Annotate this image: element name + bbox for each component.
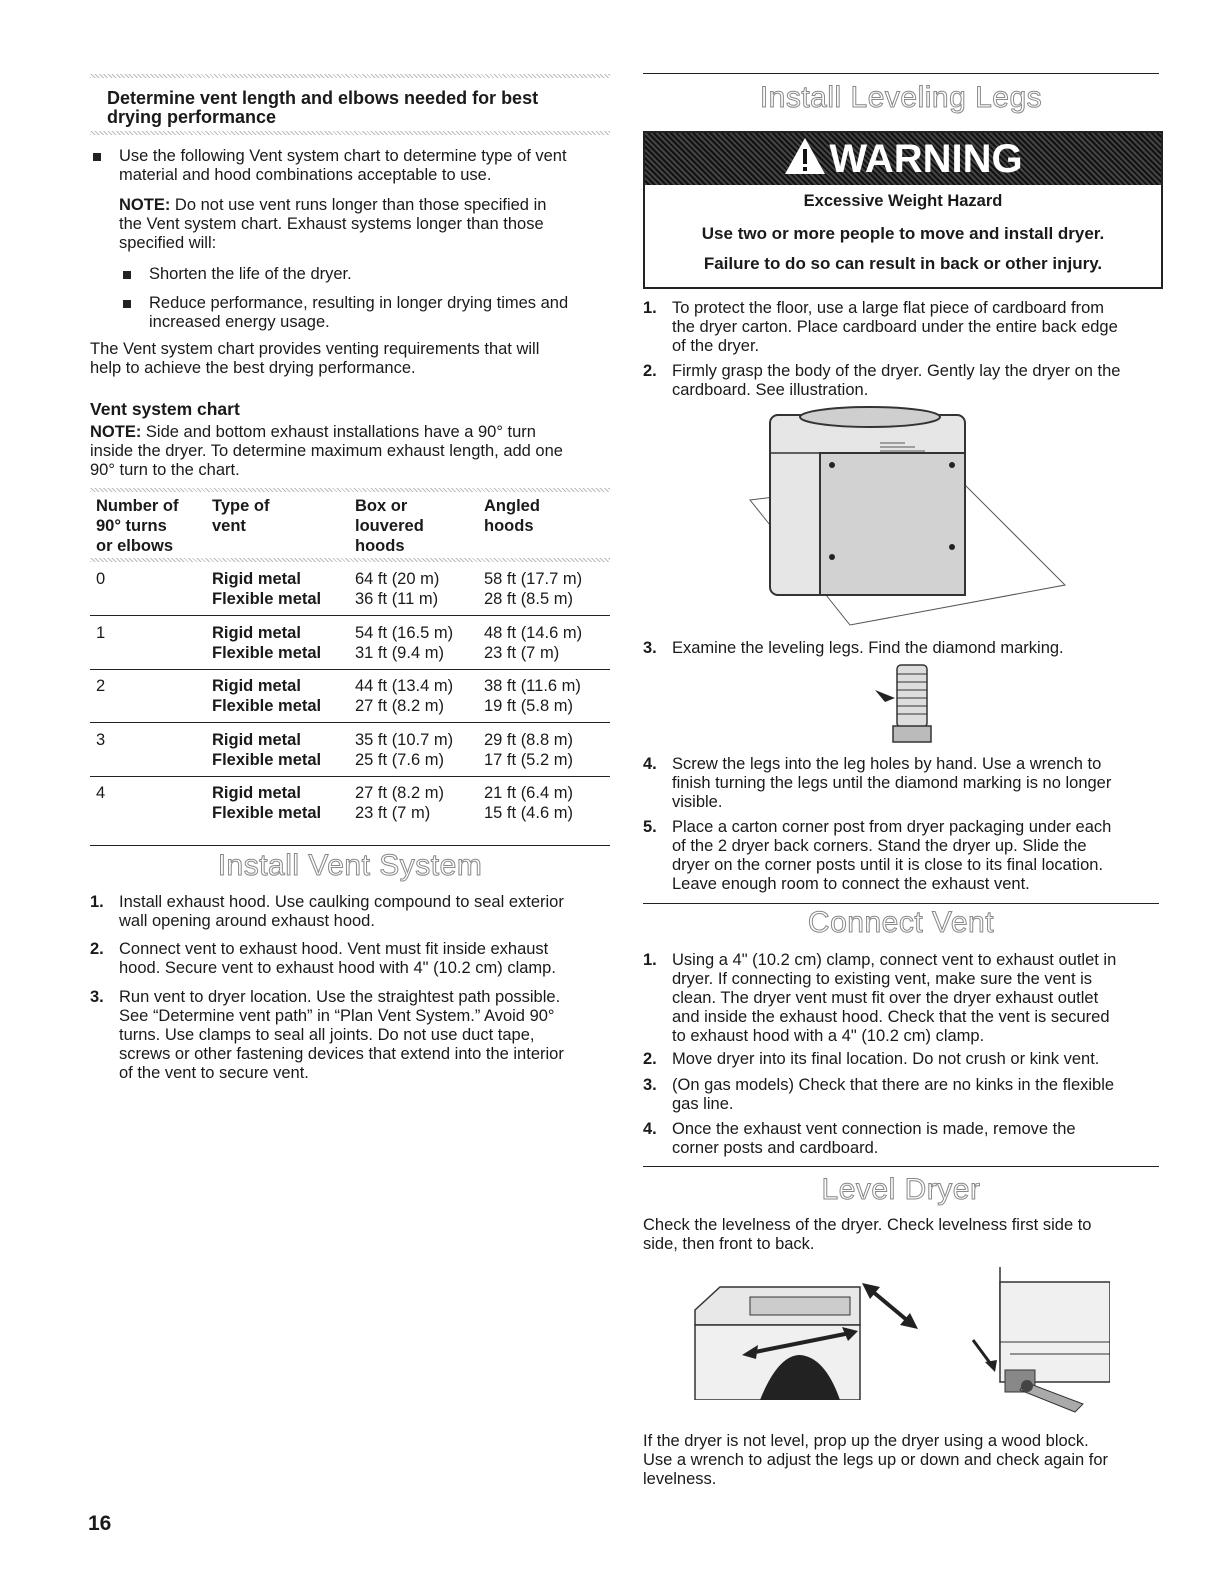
turns-cell: 3: [96, 731, 106, 749]
header-line: hoods: [484, 517, 534, 535]
box-hood-length-cell: 25 ft (7.6 m): [355, 751, 444, 769]
step-text: [119, 893, 564, 931]
vent-type-cell: Rigid metal: [212, 570, 301, 588]
table-header-rule: [90, 558, 610, 562]
table-row-divider: [90, 776, 610, 777]
table-row-divider: [90, 722, 610, 723]
top-rule-left: [90, 74, 610, 78]
vent-type-cell: Rigid metal: [212, 784, 301, 802]
header-line: Number of: [96, 497, 179, 515]
heading-line-1: Determine vent length and elbows needed for best: [107, 88, 539, 108]
text-line: (On gas models) Check that there are no kinks in the flexible: [672, 1076, 1115, 1094]
header-line: vent: [212, 517, 246, 535]
warning-word: WARNING: [829, 137, 1023, 181]
vent-type-cell: Rigid metal: [212, 731, 301, 749]
text-line: of the 2 dryer back corners. Stand the dryer up. Slide the: [672, 837, 1087, 855]
text-line: The Vent system chart provides venting requirements that will: [90, 340, 540, 358]
text-line: Leave enough room to connect the exhaust vent.: [672, 875, 1030, 893]
table-header-angled-hoods: [484, 496, 540, 536]
bullet-icon: [123, 300, 131, 308]
text-line: Screw the legs into the leg holes by hand. Use a wrench to: [672, 755, 1102, 773]
text-line: Install exhaust hood. Use caulking compound to seal exterior: [119, 893, 564, 911]
text-line: Side and bottom exhaust installations have a 90° turn: [141, 423, 536, 441]
warning-box: [643, 131, 1163, 289]
note-label: NOTE:: [119, 196, 171, 214]
warning-header: [645, 133, 1161, 185]
text-line: inside the dryer. To determine maximum exhaust length, add one: [90, 442, 563, 460]
header-line: hoods: [355, 537, 405, 555]
step-number: 2.: [643, 362, 657, 380]
table-row-divider: [90, 615, 610, 616]
bullet-icon: [123, 271, 131, 279]
side-to-side-level-illustration: [690, 1265, 930, 1400]
chart-title: Vent system chart: [90, 399, 240, 419]
vent-type-cell: Flexible metal: [212, 751, 322, 769]
text-line: gas line.: [672, 1095, 734, 1113]
table-header-box-hoods: [355, 496, 424, 556]
step-number: 2.: [90, 940, 104, 958]
table-header-vent-type: [212, 496, 269, 536]
angled-hood-length-cell: 48 ft (14.6 m): [484, 624, 583, 642]
text-line: and inside the exhaust hood. Check that the vent is secured: [672, 1008, 1110, 1026]
text-line: Connect vent to exhaust hood. Vent must fit inside exhaust: [119, 940, 549, 958]
header-line: Box or: [355, 497, 408, 515]
level-final-paragraph: [643, 1432, 1108, 1489]
text-line: levelness.: [643, 1470, 717, 1488]
connect-vent-title: Connect Vent: [807, 906, 995, 939]
text-line: turns. Use clamps to seal all joints. Do not use duct tape,: [119, 1026, 535, 1044]
heading-rule: [90, 131, 610, 135]
step-number: 3.: [643, 1076, 657, 1094]
text-line: Using a 4" (10.2 cm) clamp, connect vent to exhaust outlet in: [672, 951, 1117, 969]
vent-type-cell: Flexible metal: [212, 644, 322, 662]
step-text: [672, 951, 1116, 1046]
step-number: 1.: [643, 299, 657, 317]
page-number: 16: [88, 1512, 112, 1535]
text-line: Reduce performance, resulting in longer drying times and: [149, 294, 569, 312]
install-vent-title: Install Vent System: [217, 849, 483, 882]
step-number: 4.: [643, 755, 657, 773]
vent-type-cell: Rigid metal: [212, 624, 301, 642]
note-label: NOTE:: [90, 423, 142, 441]
table-row-divider: [90, 669, 610, 670]
level-dryer-title: Level Dryer: [821, 1173, 981, 1206]
step-text: [672, 755, 1111, 812]
text-line: To protect the floor, use a large flat piece of cardboard from: [672, 299, 1104, 317]
step-text: [672, 1076, 1114, 1114]
front-to-back-level-illustration: [965, 1262, 1110, 1422]
header-line: 90° turns: [96, 517, 167, 535]
bullet-paragraph-1: [119, 147, 567, 185]
step-number: 1.: [643, 951, 657, 969]
note-paragraph: [119, 196, 546, 253]
sub-bullet-1: Shorten the life of the dryer.: [149, 265, 352, 283]
step-number: 1.: [90, 893, 104, 911]
dryer-on-cardboard-illustration: [740, 405, 1070, 635]
text-line: Place a carton corner post from dryer packaging under each: [672, 818, 1112, 836]
text-line: cardboard. See illustration.: [672, 381, 869, 399]
chart-intro-paragraph: [90, 340, 539, 378]
text-line: dryer on the corner posts until it is close to its final location.: [672, 856, 1104, 874]
angled-hood-length-cell: 58 ft (17.7 m): [484, 570, 583, 588]
section-rule: [90, 845, 610, 846]
text-line: corner posts and cardboard.: [672, 1139, 879, 1157]
step-number: 3.: [643, 639, 657, 657]
box-hood-length-cell: 35 ft (10.7 m): [355, 731, 454, 749]
angled-hood-length-cell: 29 ft (8.8 m): [484, 731, 573, 749]
turns-cell: 4: [96, 784, 106, 802]
section-rule: [643, 73, 1159, 74]
step-text: [672, 818, 1111, 894]
text-line: the Vent system chart. Exhaust systems longer than those: [119, 215, 544, 233]
text-line: If the dryer is not level, prop up the dryer using a wood block.: [643, 1432, 1089, 1450]
text-line: wall opening around exhaust hood.: [119, 912, 375, 930]
sub-bullet-2: [149, 294, 568, 332]
section-heading: [107, 89, 538, 127]
header-line: or elbows: [96, 537, 174, 555]
section-rule: [643, 1166, 1159, 1167]
header-line: Type of: [212, 497, 270, 515]
warning-triangle-icon: [783, 136, 827, 176]
step-text: [672, 1050, 1099, 1069]
text-line: Check the levelness of the dryer. Check levelness first side to: [643, 1216, 1092, 1234]
text-line: dryer. If connecting to existing vent, make sure the vent is: [672, 970, 1093, 988]
vent-type-cell: Flexible metal: [212, 590, 322, 608]
text-line: increased energy usage.: [149, 313, 330, 331]
warning-line-1: Use two or more people to move and install dryer.: [701, 224, 1105, 243]
angled-hood-length-cell: 23 ft (7 m): [484, 644, 560, 662]
install-legs-title: Install Leveling Legs: [759, 81, 1043, 114]
warning-hazard: Excessive Weight Hazard: [803, 192, 1003, 210]
text-line: material and hood combinations acceptable to use.: [119, 166, 492, 184]
text-line: Run vent to dryer location. Use the straightest path possible.: [119, 988, 561, 1006]
text-line: to exhaust hood with a 4" (10.2 cm) clamp.: [672, 1027, 985, 1045]
box-hood-length-cell: 36 ft (11 m): [355, 590, 439, 608]
angled-hood-length-cell: 19 ft (5.8 m): [484, 697, 573, 715]
text-line: specified will:: [119, 234, 217, 252]
leveling-leg-illustration: [873, 660, 933, 750]
text-line: Firmly grasp the body of the dryer. Gently lay the dryer on the: [672, 362, 1121, 380]
box-hood-length-cell: 64 ft (20 m): [355, 570, 440, 588]
text-line: See “Determine vent path” in “Plan Vent System.” Avoid 90°: [119, 1007, 555, 1025]
turns-cell: 1: [96, 624, 106, 642]
step-text: [672, 639, 1064, 658]
warning-line-2: Failure to do so can result in back or other injury.: [703, 254, 1103, 273]
text-line: screws or other fastening devices that extend into the interior: [119, 1045, 564, 1063]
heading-line-2: drying performance: [107, 107, 277, 127]
box-hood-length-cell: 23 ft (7 m): [355, 804, 431, 822]
table-header-turns: [96, 496, 179, 556]
table-top-rule: [90, 488, 610, 492]
text-line: visible.: [672, 793, 723, 811]
text-line: finish turning the legs until the diamond marking is no longer: [672, 774, 1112, 792]
text-line: side, then front to back.: [643, 1235, 815, 1253]
step-text: [672, 299, 1118, 356]
vent-type-cell: Rigid metal: [212, 677, 301, 695]
vent-type-cell: Flexible metal: [212, 697, 322, 715]
text-line: Do not use vent runs longer than those specified in: [170, 196, 547, 214]
angled-hood-length-cell: 38 ft (11.6 m): [484, 677, 581, 695]
box-hood-length-cell: 31 ft (9.4 m): [355, 644, 444, 662]
step-text: [119, 988, 564, 1083]
angled-hood-length-cell: 17 ft (5.2 m): [484, 751, 573, 769]
angled-hood-length-cell: 21 ft (6.4 m): [484, 784, 573, 802]
header-line: Angled: [484, 497, 540, 515]
text-line: Examine the leveling legs. Find the diamond marking.: [672, 639, 1064, 657]
box-hood-length-cell: 27 ft (8.2 m): [355, 697, 444, 715]
turns-cell: 0: [96, 570, 106, 588]
vent-type-cell: Flexible metal: [212, 804, 322, 822]
bullet-icon: [93, 153, 101, 161]
turns-cell: 2: [96, 677, 106, 695]
text-line: the dryer carton. Place cardboard under the entire back edge: [672, 318, 1118, 336]
text-line: Once the exhaust vent connection is made, remove the: [672, 1120, 1076, 1138]
step-number: 4.: [643, 1120, 657, 1138]
text-line: of the vent to secure vent.: [119, 1064, 309, 1082]
text-line: 90° turn to the chart.: [90, 461, 240, 479]
text-line: clean. The dryer vent must fit over the dryer exhaust outlet: [672, 989, 1099, 1007]
step-number: 2.: [643, 1050, 657, 1068]
text-line: Move dryer into its final location. Do not crush or kink vent.: [672, 1050, 1100, 1068]
step-number: 3.: [90, 988, 104, 1006]
step-text: [672, 362, 1120, 400]
text-line: of the dryer.: [672, 337, 760, 355]
chart-note: [90, 423, 563, 480]
step-text: [119, 940, 556, 978]
angled-hood-length-cell: 28 ft (8.5 m): [484, 590, 573, 608]
text-line: Use the following Vent system chart to determine type of vent: [119, 147, 567, 165]
step-number: 5.: [643, 818, 657, 836]
text-line: Use a wrench to adjust the legs up or down and check again for: [643, 1451, 1109, 1469]
step-text: [672, 1120, 1076, 1158]
box-hood-length-cell: 44 ft (13.4 m): [355, 677, 454, 695]
angled-hood-length-cell: 15 ft (4.6 m): [484, 804, 573, 822]
section-rule: [643, 903, 1159, 904]
box-hood-length-cell: 54 ft (16.5 m): [355, 624, 454, 642]
header-line: louvered: [355, 517, 424, 535]
text-line: help to achieve the best drying performance.: [90, 359, 416, 377]
text-line: hood. Secure vent to exhaust hood with 4" (10.2 cm) clamp.: [119, 959, 556, 977]
box-hood-length-cell: 27 ft (8.2 m): [355, 784, 444, 802]
level-intro-paragraph: [643, 1216, 1091, 1254]
